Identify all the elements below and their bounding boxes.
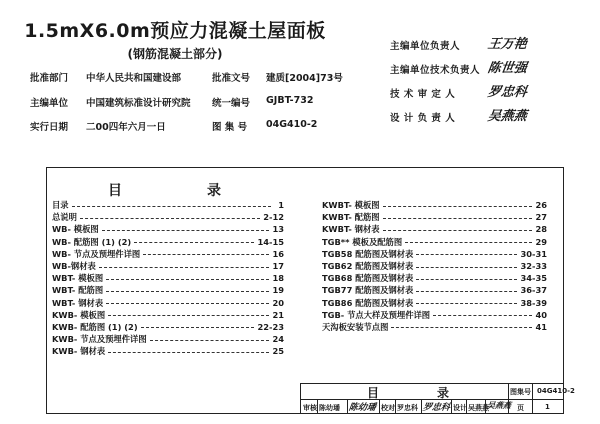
toc-heading-2: 录	[207, 183, 221, 199]
toc-leader	[416, 267, 517, 268]
signature-2: 陈世强	[486, 61, 528, 76]
toc-page: 21	[272, 309, 284, 320]
toc-page: 22-23	[257, 321, 284, 332]
toc-leader	[72, 206, 271, 207]
toc-row[interactable]	[322, 199, 547, 211]
review-name: 陈幼璠	[319, 404, 340, 412]
toc-page: 27	[535, 212, 547, 223]
title-block-divider	[451, 399, 452, 414]
toc-label: TGB62 配筋图及钢材表	[322, 261, 414, 272]
toc-label: WB- 节点及预埋件详图	[52, 248, 141, 259]
check-name: 罗忠科	[397, 404, 418, 412]
toc-page: 29	[535, 236, 547, 247]
toc-label: WBT- 钢材表	[52, 297, 104, 308]
toc-leader	[80, 218, 260, 219]
signature-label-3: 技 术 审 定 人	[390, 89, 456, 100]
toc-page: 1	[278, 200, 284, 211]
toc-right-column	[322, 199, 547, 333]
toc-page: 28	[535, 224, 547, 235]
toc-row[interactable]	[52, 272, 284, 284]
toc-row[interactable]	[322, 236, 547, 248]
toc-label: KWBT- 钢材表	[322, 224, 380, 235]
toc-leader	[134, 242, 254, 243]
toc-row[interactable]	[52, 321, 284, 333]
toc-leader	[383, 206, 533, 207]
toc-label: WB- 模板图	[52, 224, 99, 235]
toc-leader	[433, 315, 532, 316]
toc-row[interactable]	[52, 345, 284, 357]
toc-label: TGB86 配筋图及钢材表	[322, 297, 414, 308]
toc-page: 19	[272, 285, 284, 296]
signature-label-1: 主编单位负责人	[390, 41, 461, 52]
toc-label: KWB- 配筋图 (1) (2)	[52, 321, 138, 332]
toc-label: TGB** 模板及配筋图	[322, 236, 403, 247]
toc-label: KWBT- 配筋图	[322, 212, 380, 223]
approval-no: 建质[2004]73号	[266, 73, 343, 84]
toc-page: 26	[535, 200, 547, 211]
toc-page: 41	[535, 321, 547, 332]
toc-page: 16	[272, 248, 284, 259]
toc-page: 32-33	[520, 261, 547, 272]
toc-label: TGB58 配筋图及钢材表	[322, 248, 414, 259]
toc-leader	[416, 303, 517, 304]
title-block-name-1: 目	[367, 386, 380, 400]
effective-label: 实行日期	[30, 122, 69, 133]
toc-label: TGB77 配筋图及钢材表	[322, 285, 414, 296]
toc-label: 目录	[52, 200, 69, 211]
toc-left-column	[52, 199, 284, 357]
toc-label: WBT- 模板图	[52, 273, 104, 284]
toc-leader	[108, 315, 269, 316]
design-label: 设计	[453, 404, 467, 412]
toc-leader	[416, 254, 517, 255]
toc-row[interactable]	[322, 223, 547, 235]
editor: 中国建筑标准设计研究院	[86, 98, 191, 109]
title-block-divider	[379, 399, 380, 414]
toc-row[interactable]	[322, 309, 547, 321]
toc-leader	[108, 352, 269, 353]
title-block-divider	[421, 399, 422, 414]
title-block-divider	[317, 399, 318, 414]
toc-row[interactable]	[52, 260, 284, 272]
effective-date: 二00四年六月一日	[86, 122, 166, 133]
unified-no-label: 统一编号	[212, 98, 251, 109]
toc-row[interactable]	[52, 297, 284, 309]
signature-4: 吴燕燕	[486, 109, 528, 124]
toc-row[interactable]	[52, 211, 284, 223]
toc-page: 25	[272, 346, 284, 357]
toc-leader	[416, 279, 517, 280]
toc-leader	[143, 254, 269, 255]
toc-page: 17	[272, 261, 284, 272]
toc-row[interactable]	[322, 297, 547, 309]
toc-page: 24	[272, 334, 284, 345]
toc-page: 36-37	[520, 285, 547, 296]
toc-row[interactable]	[52, 333, 284, 345]
toc-label: TGB- 节点大样及预埋件详图	[322, 309, 431, 320]
toc-leader	[106, 279, 269, 280]
toc-row[interactable]	[322, 321, 547, 333]
title-block-page-no: 1	[545, 403, 550, 411]
toc-row[interactable]	[322, 211, 547, 223]
toc-leader	[141, 327, 255, 328]
signature-label-2: 主编单位技术负责人	[390, 65, 481, 76]
atlas-no: 04G410-2	[266, 119, 318, 130]
check-label: 校对	[381, 404, 395, 412]
atlas-subtitle: (钢筋混凝土部分)	[127, 47, 223, 61]
toc-row[interactable]	[52, 236, 284, 248]
title-block-name-2: 录	[437, 386, 450, 400]
approval-dept: 中华人民共和国建设部	[86, 73, 182, 84]
toc-label: WBT- 配筋图	[52, 285, 104, 296]
toc-label: KWB- 模板图	[52, 309, 106, 320]
toc-page: 40	[535, 309, 547, 320]
title-block-divider	[485, 399, 486, 414]
toc-label: KWB- 节点及预埋件详图	[52, 334, 147, 345]
approval-no-label: 批准文号	[212, 73, 251, 84]
atlas-title: 1.5mX6.0m预应力混凝土屋面板	[24, 20, 326, 42]
toc-label: 天沟板安装节点图	[322, 321, 389, 332]
signature-label-4: 设 计 负 责 人	[390, 113, 456, 124]
toc-leader	[106, 303, 269, 304]
title-block-divider	[532, 384, 533, 414]
toc-leader	[416, 291, 517, 292]
toc-page: 14-15	[257, 236, 284, 247]
toc-row[interactable]	[322, 248, 547, 260]
unified-no: GJBT-732	[266, 95, 314, 106]
toc-row[interactable]	[322, 272, 547, 284]
toc-heading-1: 目	[108, 183, 122, 199]
title-block-page-label: 页	[517, 404, 524, 412]
toc-row[interactable]	[52, 284, 284, 296]
toc-page: 18	[272, 273, 284, 284]
design-name: 吴燕燕	[468, 404, 489, 412]
toc-page: 2-12	[263, 212, 284, 223]
toc-leader	[405, 242, 532, 243]
review-label: 审核	[303, 404, 317, 412]
toc-page: 30-31	[520, 248, 547, 259]
title-block	[300, 383, 575, 414]
signature-1: 王万艳	[486, 37, 528, 52]
review-signature: 陈幼璠	[348, 403, 377, 413]
toc-leader	[383, 218, 533, 219]
toc-leader	[102, 230, 270, 231]
toc-label: 总说明	[52, 212, 77, 223]
toc-label: WB-钢材表	[52, 261, 96, 272]
title-block-divider	[347, 399, 348, 414]
toc-leader	[150, 340, 270, 341]
toc-row[interactable]	[52, 199, 284, 211]
toc-label: WB- 配筋图 (1) (2)	[52, 236, 132, 247]
toc-page: 13	[272, 224, 284, 235]
title-block-divider	[466, 399, 467, 414]
toc-label: KWBT- 模板图	[322, 200, 380, 211]
check-signature: 罗忠科	[422, 403, 451, 413]
editor-label: 主编单位	[30, 98, 69, 109]
design-signature: 吴燕燕	[486, 400, 512, 410]
approval-dept-label: 批准部门	[30, 73, 69, 84]
toc-leader	[106, 291, 269, 292]
toc-label: TGB68 配筋图及钢材表	[322, 273, 414, 284]
toc-row[interactable]	[52, 309, 284, 321]
title-block-atlas-label: 图集号	[510, 388, 531, 396]
toc-label: KWB- 钢材表	[52, 346, 106, 357]
toc-page: 34-35	[520, 273, 547, 284]
toc-leader	[99, 267, 270, 268]
toc-row[interactable]	[322, 260, 547, 272]
toc-page: 20	[272, 297, 284, 308]
toc-row[interactable]	[52, 223, 284, 235]
toc-row[interactable]	[322, 284, 547, 296]
toc-leader	[391, 327, 532, 328]
toc-page: 38-39	[520, 297, 547, 308]
toc-row[interactable]	[52, 248, 284, 260]
toc-leader	[383, 230, 533, 231]
atlas-no-label: 图 集 号	[212, 122, 248, 133]
title-block-atlas-no: 04G410-2	[537, 387, 575, 395]
title-block-divider	[395, 399, 396, 414]
signature-3: 罗忠科	[486, 85, 528, 100]
